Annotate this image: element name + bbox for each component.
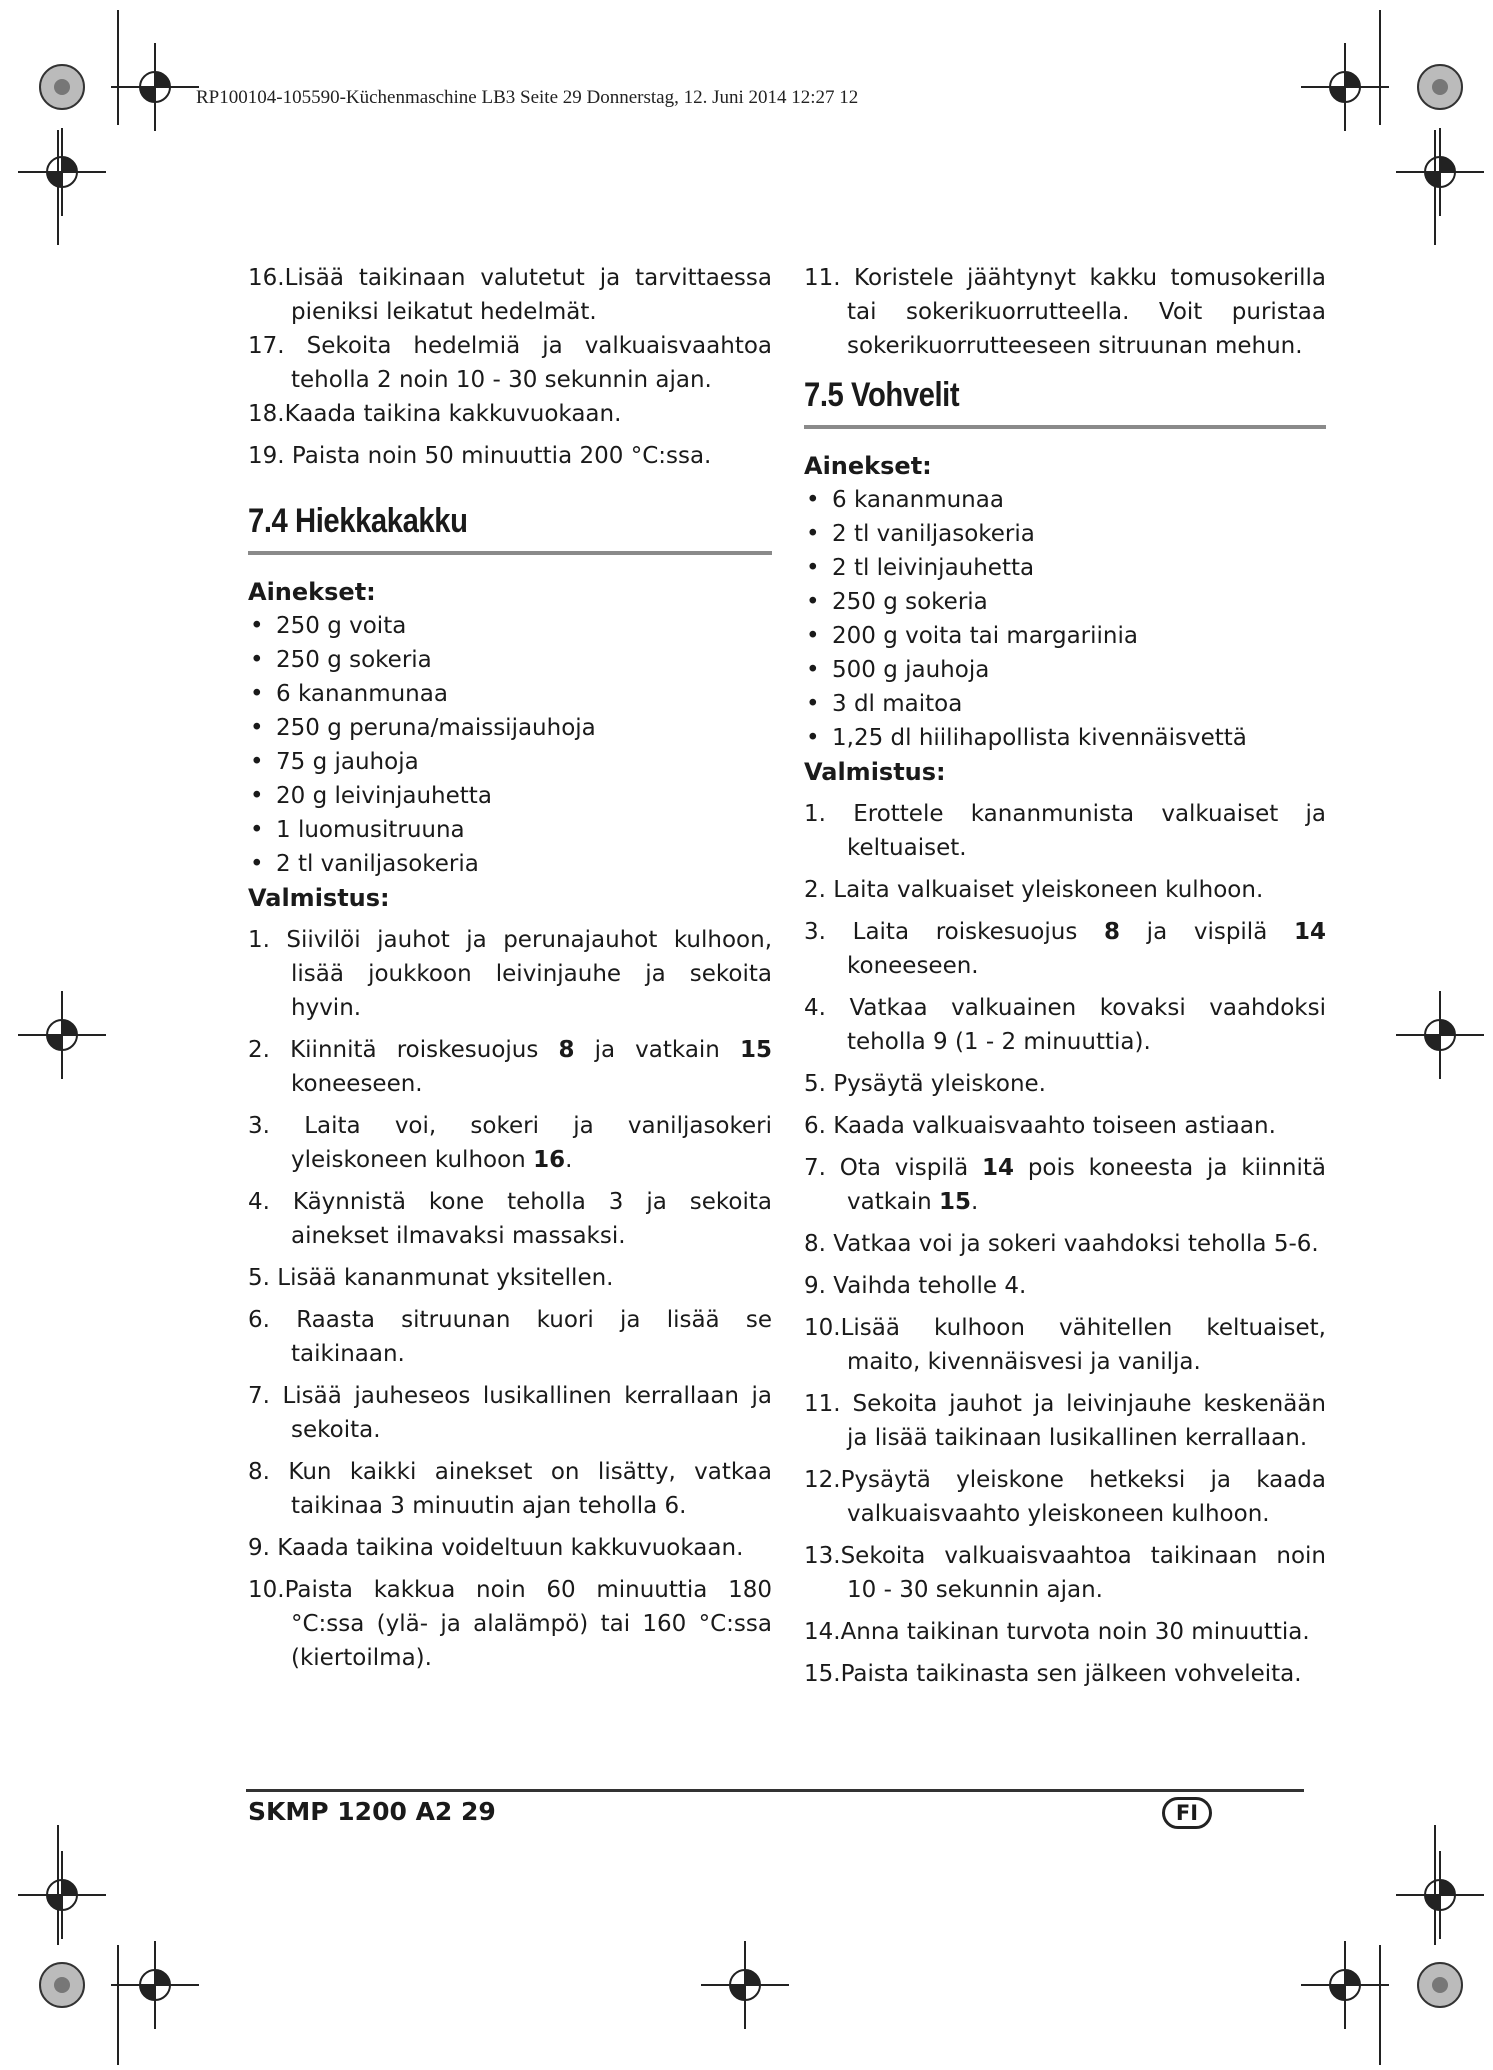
step-item: 14.Anna taikinan turvota noin 30 minuuttia.: [804, 1619, 1310, 1645]
ingredient-item: • 20 g leivinjauhetta: [248, 779, 772, 813]
step-item: 12.Pysäytä yleiskone hetkeksi ja kaada valkuaisvaahto yleiskoneen kulhoon.: [804, 1467, 1326, 1527]
registration-mark-icon: [1301, 43, 1389, 131]
color-target-icon: [1418, 1963, 1462, 2007]
registration-mark-icon: [1301, 1941, 1389, 2029]
registration-mark-icon: [1396, 1851, 1484, 1939]
step-item: 13.Sekoita valkuaisvaahtoa taikinaan noin 10 - 30 sekunnin ajan.: [804, 1543, 1326, 1603]
ingredients-label: Ainekset:: [804, 452, 932, 480]
color-target-icon: [40, 1963, 84, 2007]
step-item: 4. Käynnistä kone teholla 3 ja sekoita ainekset ilmavaksi massaksi.: [248, 1189, 772, 1249]
registration-mark-icon: [1396, 128, 1484, 216]
section-title: 7.4 Hiekkakakku: [248, 502, 468, 540]
step-item: 9. Vaihda teholle 4.: [804, 1273, 1027, 1299]
section-title: 7.5 Vohvelit: [804, 376, 960, 414]
step-item: 11. Sekoita jauhot ja leivinjauhe keskenään ja lisää taikinaan lusikallinen kerrallaan.: [804, 1391, 1326, 1451]
step-item: 7. Ota vispilä 14 pois koneesta ja kiinnitä vatkain 15.: [804, 1155, 1327, 1215]
step-item: 9. Kaada taikina voideltuun kakkuvuokaan.: [248, 1535, 744, 1561]
ingredient-item: • 1,25 dl hiilihapollista kivennäisvettä: [804, 721, 1326, 755]
registration-mark-icon: [701, 1941, 789, 2029]
method-label: Valmistus:: [248, 884, 390, 912]
step-item: 10.Lisää kulhoon vähitellen keltuaiset, maito, kivennäisvesi ja vanilja.: [804, 1315, 1326, 1375]
ingredients-list: [804, 483, 1326, 755]
step-item: 3. Laita voi, sokeri ja vaniljasokeri yleiskoneen kulhoon 16.: [248, 1113, 772, 1173]
ingredient-item: • 500 g jauhoja: [804, 653, 1326, 687]
ingredients-label: Ainekset:: [248, 578, 376, 606]
registration-mark-icon: [18, 1851, 106, 1939]
print-file-header: RP100104-105590-Küchenmaschine LB3 Seite 29 Donnerstag, 12. Juni 2014 12:27 12: [196, 87, 859, 108]
step-item: 8. Kun kaikki ainekset on lisätty, vatkaa taikinaa 3 minuutin ajan teholla 6.: [248, 1459, 772, 1519]
step-item: 19. Paista noin 50 minuuttia 200 °C:ssa.: [248, 443, 712, 469]
ingredients-list: [248, 609, 772, 881]
step-item: 15.Paista taikinasta sen jälkeen vohveleita.: [804, 1661, 1302, 1687]
step-item: 6. Raasta sitruunan kuori ja lisää se taikinaan.: [248, 1307, 772, 1367]
ingredient-item: • 250 g sokeria: [804, 585, 1326, 619]
step-item: 1. Erottele kananmunista valkuaiset ja keltuaiset.: [804, 801, 1326, 861]
step-item: 8. Vatkaa voi ja sokeri vaahdoksi teholla 5-6.: [804, 1231, 1319, 1257]
step-item: 2. Kiinnitä roiskesuojus 8 ja vatkain 15 koneeseen.: [248, 1037, 773, 1097]
ingredient-item: • 200 g voita tai margariinia: [804, 619, 1326, 653]
registration-mark-icon: [111, 43, 199, 131]
step-item: 5. Pysäytä yleiskone.: [804, 1071, 1046, 1097]
ingredient-item: • 2 tl vaniljasokeria: [248, 847, 772, 881]
step-item: 11. Koristele jäähtynyt kakku tomusokerilla tai sokerikuorrutteella. Voit puristaa sokerikuorrutteeseen sitruunan mehun.: [804, 265, 1326, 359]
ingredient-item: • 250 g voita: [248, 609, 772, 643]
registration-mark-icon: [1396, 991, 1484, 1079]
color-target-icon: [1418, 65, 1462, 109]
ingredient-item: • 250 g sokeria: [248, 643, 772, 677]
ingredient-item: • 2 tl vaniljasokeria: [804, 517, 1326, 551]
registration-mark-icon: [18, 128, 106, 216]
step-item: 18.Kaada taikina kakkuvuokaan.: [248, 401, 622, 427]
step-item: 16.Lisää taikinaan valutetut ja tarvittaessa pieniksi leikatut hedelmät.: [248, 265, 772, 325]
ingredient-item: • 75 g jauhoja: [248, 745, 772, 779]
registration-mark-icon: [18, 991, 106, 1079]
step-item: 1. Siivilöi jauhot ja perunajauhot kulhoon, lisää joukkoon leivinjauhe ja sekoita hyvin.: [248, 927, 773, 1021]
ingredient-item: • 2 tl leivinjauhetta: [804, 551, 1326, 585]
step-item: 6. Kaada valkuaisvaahto toiseen astiaan.: [804, 1113, 1276, 1139]
footer-rule: [246, 1789, 1304, 1792]
ingredient-item: • 6 kananmunaa: [248, 677, 772, 711]
footer-model-page: SKMP 1200 A2 29: [248, 1797, 496, 1826]
ingredient-item: • 3 dl maitoa: [804, 687, 1326, 721]
section-rule: [248, 551, 772, 555]
method-label: Valmistus:: [804, 758, 946, 786]
ingredient-item: • 6 kananmunaa: [804, 483, 1326, 517]
step-item: 3. Laita roiskesuojus 8 ja vispilä 14 koneeseen.: [804, 919, 1326, 979]
language-badge: FI: [1162, 1797, 1212, 1829]
registration-mark-icon: [111, 1941, 199, 2029]
right-column: [804, 261, 1326, 1691]
step-item: 5. Lisää kananmunat yksitellen.: [248, 1265, 614, 1291]
ingredient-item: • 1 luomusitruuna: [248, 813, 772, 847]
color-target-icon: [40, 65, 84, 109]
step-item: 4. Vatkaa valkuainen kovaksi vaahdoksi teholla 9 (1 - 2 minuuttia).: [804, 995, 1326, 1055]
step-item: 7. Lisää jauheseos lusikallinen kerrallaan ja sekoita.: [248, 1383, 772, 1443]
step-item: 17. Sekoita hedelmiä ja valkuaisvaahtoa teholla 2 noin 10 - 30 sekunnin ajan.: [248, 333, 773, 393]
section-rule: [804, 425, 1326, 429]
step-item: 2. Laita valkuaiset yleiskoneen kulhoon.: [804, 877, 1264, 903]
step-item: 10.Paista kakkua noin 60 minuuttia 180 °C:ssa (ylä- ja alalämpö) tai 160 °C:ssa (kiertoilma).: [248, 1577, 772, 1671]
ingredient-item: • 250 g peruna/maissijauhoja: [248, 711, 772, 745]
left-column: [248, 261, 772, 1675]
